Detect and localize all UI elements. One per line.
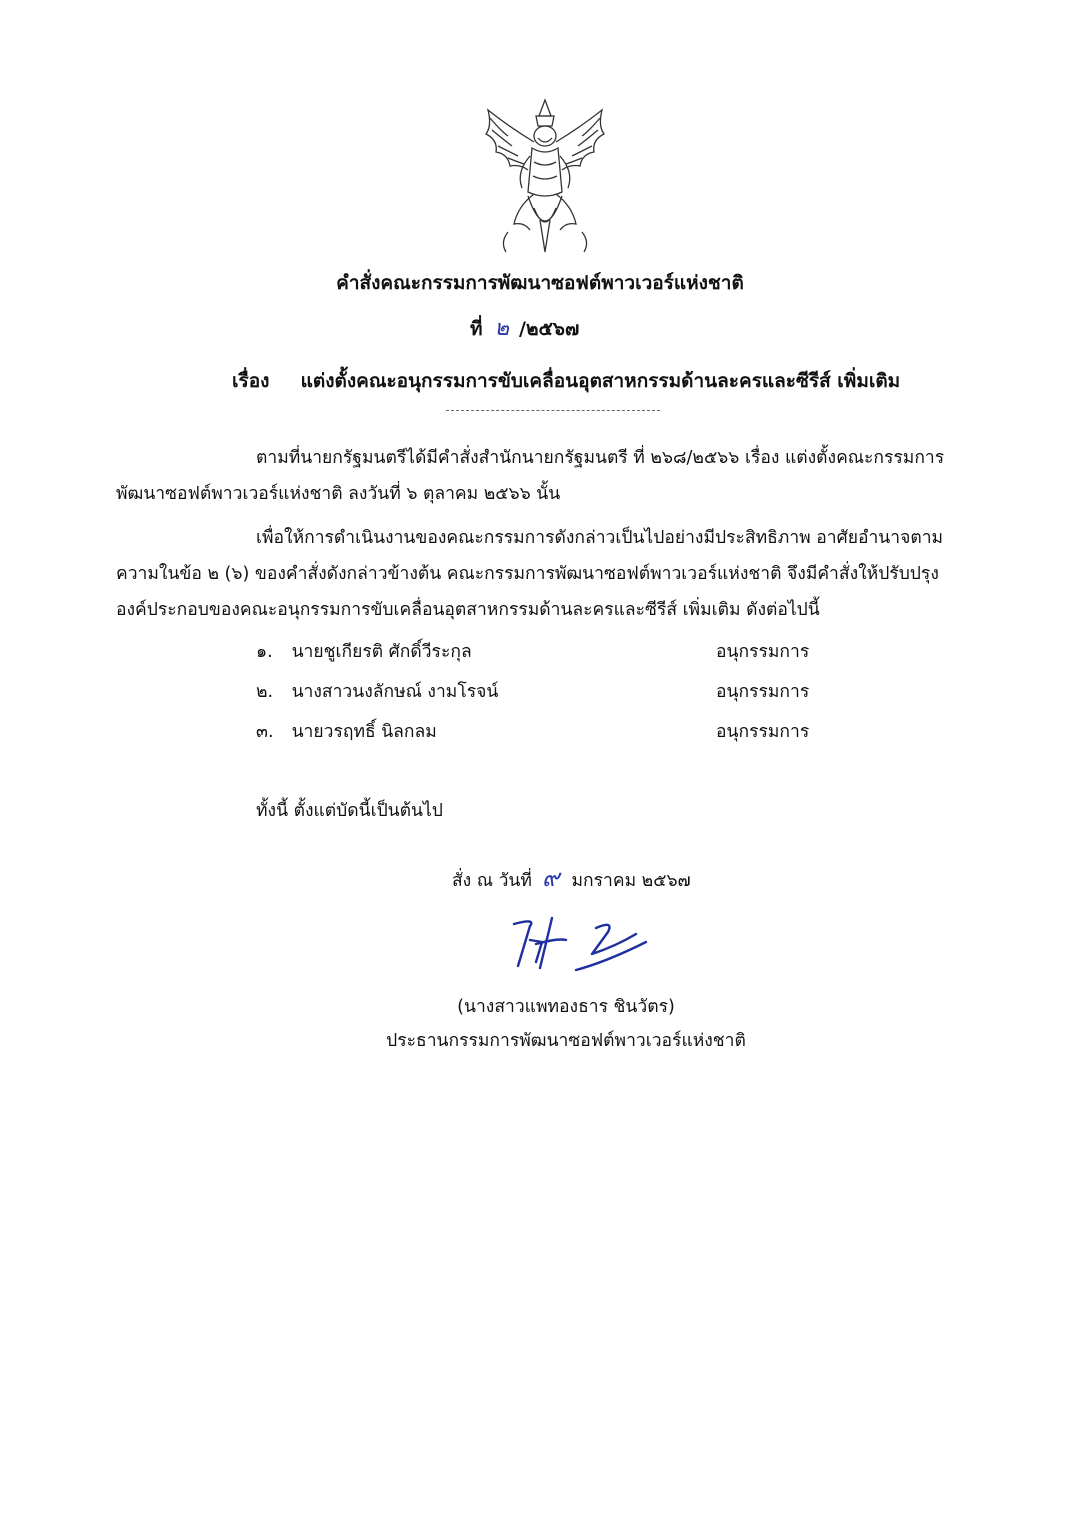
paragraph-1 — [116, 440, 980, 512]
order-prefix: ที่ — [470, 318, 483, 340]
paragraph-line: เพื่อให้การดำเนินงานของคณะกรรมการดังกล่าวเป็นไปอย่างมีประสิทธิภาพ อาศัยอำนาจตาม — [256, 528, 944, 548]
member-row — [256, 634, 856, 674]
member-number: ๓. — [256, 722, 274, 742]
signer-block — [0, 990, 1080, 1058]
paragraph-2 — [116, 520, 980, 628]
effective-clause: ทั้งนี้ ตั้งแต่บัดนี้เป็นต้นไป — [256, 801, 443, 821]
date-month-year: มกราคม ๒๕๖๗ — [571, 871, 691, 891]
member-row — [256, 674, 856, 714]
signature — [496, 910, 656, 980]
subject-line — [232, 366, 900, 396]
date-prefix: สั่ง ณ วันที่ — [452, 871, 532, 891]
member-row — [256, 714, 856, 754]
signer-title: ประธานกรรมการพัฒนาซอฟต์พาวเวอร์แห่งชาติ — [386, 1031, 746, 1051]
order-date — [452, 858, 691, 897]
subject-text: แต่งตั้งคณะอนุกรรมการขับเคลื่อนอุตสาหกรรมด้านละครและซีรีส์ เพิ่มเติม — [300, 370, 901, 392]
paragraph-line: ตามที่นายกรัฐมนตรีได้มีคำสั่งสำนักนายกรัฐมนตรี ที่ ๒๖๘/๒๕๖๖ เรื่อง แต่งตั้งคณะกรรมการ — [256, 448, 945, 468]
paragraph-line: องค์ประกอบของคณะอนุกรรมการขับเคลื่อนอุตสาหกรรมด้านละครและซีรีส์ เพิ่มเติม ดังต่อไปนี้ — [116, 600, 820, 620]
signer-name: (นางสาวแพทองธาร ชินวัตร) — [457, 997, 675, 1017]
member-list — [256, 634, 856, 754]
date-day-handwritten: ๙ — [541, 864, 560, 892]
document-title: คำสั่งคณะกรรมการพัฒนาซอฟต์พาวเวอร์แห่งชาติ — [336, 272, 744, 294]
member-name: นายชูเกียรติ ศักดิ์วีระกุล — [291, 642, 472, 662]
paragraph-line: พัฒนาซอฟต์พาวเวอร์แห่งชาติ ลงวันที่ ๖ ตุลาคม ๒๕๖๖ นั้น — [116, 484, 561, 504]
member-number: ๑. — [256, 642, 273, 662]
paragraph-line: ความในข้อ ๒ (๖) ของคำสั่งดังกล่าวข้างต้น คณะกรรมการพัฒนาซอฟต์พาวเวอร์แห่งชาติ จึงมีคำสั่งให้ปรับปรุง — [116, 564, 939, 584]
order-number-handwritten: ๒ — [494, 316, 510, 341]
member-name: นางสาวนงลักษณ์ งามโรจน์ — [291, 682, 499, 702]
subject-label: เรื่อง — [232, 370, 270, 392]
garuda-emblem — [478, 96, 612, 258]
separator-line — [446, 410, 660, 411]
member-role: อนุกรรมการ — [716, 722, 810, 742]
order-number — [470, 310, 579, 345]
member-number: ๒. — [256, 682, 274, 702]
order-year: /๒๕๖๗ — [519, 318, 580, 340]
member-name: นายวรฤทธิ์ นิลกลม — [291, 722, 437, 742]
member-role: อนุกรรมการ — [716, 642, 810, 662]
member-role: อนุกรรมการ — [716, 682, 810, 702]
